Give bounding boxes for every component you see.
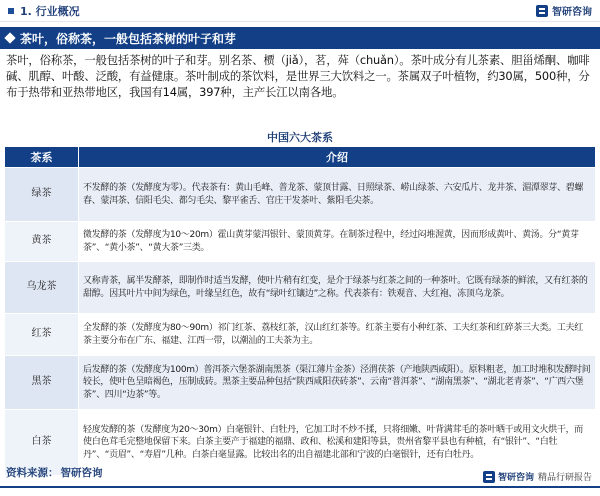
tea-description: 全发酵的茶（发酵度为80～90m）祁门红茶、荔枝红茶，汉山红红茶等。红茶主要有小种红茶、工夫红茶和红碎茶三大类。工夫红茶主要分布在广东、福建、江西一带，以潮汕的工夫茶为主。 bbox=[79, 314, 596, 356]
tea-description: 后发酵的茶（发酵度为100m）普洱茶六堡茶湖南黑茶（渠江薄片金茶）泾渭茯茶（产地陕西咸阳）。原料粗老，加工时堆积发酵时间较长，使叶色呈暗褐色，压制成砖。黑茶主要品种包括“陕西咸阳茯砖茶”、云南“普洱茶”、“湖南黑茶”、“湖北老青茶”、“广西六堡茶”、四川“边茶”等。 bbox=[79, 356, 596, 410]
footer-brand bbox=[483, 470, 592, 483]
footer-brand-tag: 精品行研报告 bbox=[537, 473, 592, 483]
tea-name: 白茶 bbox=[5, 410, 79, 476]
section-title bbox=[0, 3, 80, 19]
source-label: 资料来源： bbox=[6, 467, 59, 479]
source-value: 智研咨询 bbox=[60, 467, 103, 479]
tea-description: 又称青茶，属半发酵茶，即制作时适当发酵，使叶片稍有红变，是介于绿茶与红茶之间的一种茶叶。它既有绿茶的鲜浓，又有红茶的甜醇。因其叶片中间为绿色，叶缘呈红色，故有“绿叶红镶边”之称。代表茶有：铁观音、大红袍、冻顶乌龙茶。 bbox=[79, 262, 596, 314]
column-header-type: 茶系 bbox=[5, 147, 79, 168]
table-row bbox=[5, 356, 596, 410]
tea-description: 不发酵的茶（发酵度为零）。代表茶有：黄山毛峰、普龙茶、蒙顶甘露、日照绿茶、崂山绿茶、六安瓜片、龙井茶、湄潭翠芽、碧螺春、蒙洱茶、信阳毛尖、都匀毛尖、黎平雀舌、官庄干发茶叶、紫阳毛尖茶。 bbox=[79, 168, 596, 222]
headline-text: 茶叶，俗称茶，一般包括茶树的叶子和芽 bbox=[20, 31, 237, 46]
brand-name: 智研咨询 bbox=[552, 7, 592, 18]
tea-name: 绿茶 bbox=[5, 168, 79, 222]
tea-name: 红茶 bbox=[5, 314, 79, 356]
table-header-row bbox=[5, 147, 596, 168]
headline-banner bbox=[0, 27, 600, 49]
tea-name: 黄茶 bbox=[5, 222, 79, 262]
column-header-intro: 介绍 bbox=[79, 147, 596, 168]
footer-brand-name: 智研咨询 bbox=[497, 473, 534, 483]
data-source bbox=[6, 465, 105, 480]
tea-name: 黑茶 bbox=[5, 356, 79, 410]
tea-description: 微发酵的茶（发酵度为10～20m）霍山黄芽蒙洱银针、蒙顶黄芽。在制茶过程中，经过闷堆渥黄，因而形成黄叶、黄汤。分“黄芽茶”、“黄小茶”、“黄大茶”三类。 bbox=[79, 222, 596, 262]
tea-name: 乌龙茶 bbox=[5, 262, 79, 314]
table-title: 中国六大茶系 bbox=[267, 131, 333, 144]
table-row bbox=[5, 262, 596, 314]
top-bar bbox=[0, 0, 600, 22]
brand-icon bbox=[483, 471, 495, 483]
table-row bbox=[5, 222, 596, 262]
brand-icon bbox=[536, 5, 548, 17]
footer-divider bbox=[0, 486, 600, 488]
table-row bbox=[5, 314, 596, 356]
brand-logo bbox=[536, 3, 600, 18]
square-icon bbox=[8, 8, 14, 14]
table-row bbox=[5, 168, 596, 222]
tea-table bbox=[4, 146, 596, 476]
intro-paragraph: 茶叶，俗称茶，一般包括茶树的叶子和芽。别名茶、槚（jiǎ），茗，荈（chuǎn）。茶叶成分有儿茶素、胆甾烯酮、咖啡碱、肌醇、叶酸、泛酸，有益健康。茶叶制成的茶饮料，是世界三大饮料之一。茶属双子叶植物，约30属，500种，分布于热带和亚热带地区，我国有14属，397种，主产长江以南各地。 bbox=[6, 53, 590, 99]
section-title-text: 1. 行业概况 bbox=[20, 4, 80, 18]
diamond-icon bbox=[4, 32, 15, 43]
tea-description: 轻度发酵的茶（发酵度为20～30m）白毫银针、白牡丹，它加工时不炒不揉，只将细嫩、叶背满茸毛的茶叶晒干或用文火烘干，而使白色茸毛完整地保留下来。白茶主要产于福建的福鼎、政和、松溪和建阳等县，贵州省黎平县也有种植，有“银针”、“白牡丹”、“贡眉”、“寿眉”几种。白茶白毫显露。比较出名的出自福建北部和宁波的白毫银针，还有白牡丹。 bbox=[79, 410, 596, 476]
